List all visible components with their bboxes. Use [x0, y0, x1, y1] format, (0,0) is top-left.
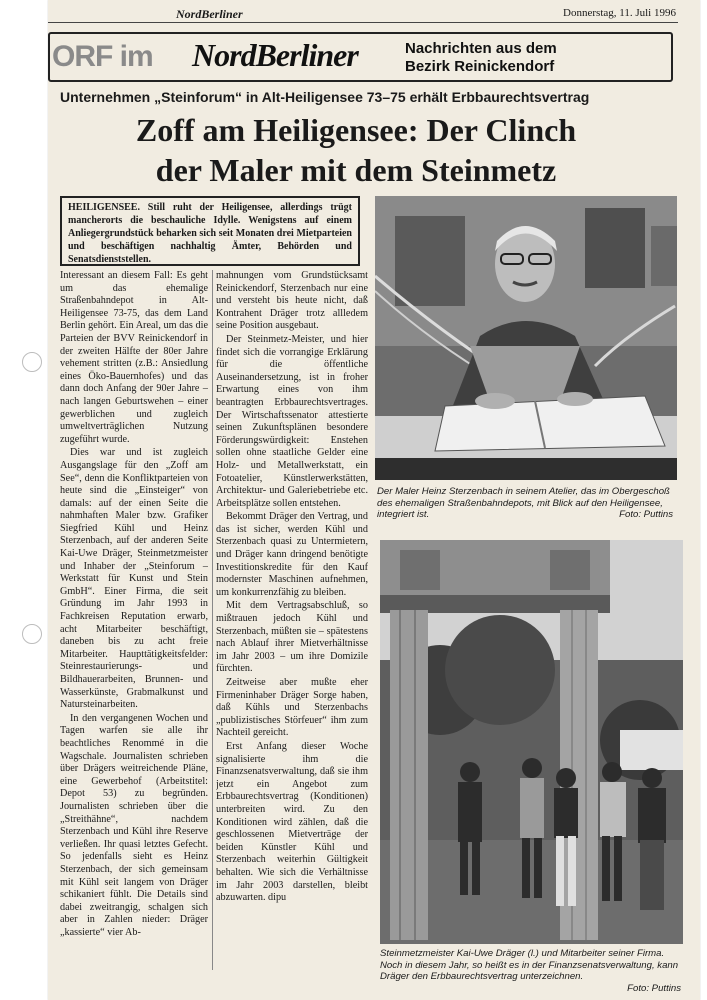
article-kicker: Unternehmen „Steinforum“ in Alt-Heiligensee 73–75 erhält Erbbaurechtsvertrag — [60, 89, 590, 105]
photo1-caption — [377, 486, 677, 521]
article-lead: HEILIGENSEE. Still ruht der Heiligensee, allerdings trügt mancherorts die beschauliche Idylle. Wenigstens auf einem Anliegergrundstück beharken sich seit Monaten drei Mietparteien und beschäftigen nachhaltig Ämter, Behörden und Senatsdienststellen. — [60, 196, 360, 266]
paragraph: Erst Anfang dieser Woche signalisierte ihm die Finanzsenatsverwaltung, daß sie ihm jetzt ein Angebot zum Erbbaurechtsvertrag (Konditionen) unterbreiten wird. Zu den Konditionen wird zählen, daß die geschlossenen Mietverträge der beiden Künstler Kühl und Sterzenbach weiterhin Gültigkeit behalten. Wie sich die Verhältnisse im Jahr 2003 darstellen, bleibt abzuwarten. dipu — [216, 740, 368, 904]
photo2-caption — [380, 948, 683, 994]
headline-line2: der Maler mit dem Steinmetz — [155, 152, 557, 188]
photo-group-image — [380, 540, 683, 944]
photo2-credit: Foto: Puttins — [627, 983, 681, 994]
section-title-line1: Nachrichten aus dem — [405, 40, 557, 57]
section-title — [405, 40, 557, 76]
paragraph: Interessant an diesem Fall: Es geht um das ehemalige Straßenbahndepot in Alt-Heiligensee 73-75, das dem Land Berlin gehört. Ein Areal, um das die Parteien der BVV Reinickendorf in der zweiten Hälfte der 80er Jahre vehement stritten (z.B.: Ansiedlung eines Öko-Bauernhofes) und das dann doch Anfang der 90er Jahre – nach langen Geburtswehen – einer gewerblichen und zugleich umweltverträglichen Nutzung zugeführt wurde. — [60, 270, 208, 445]
district-partial-text: ORF im — [52, 40, 153, 73]
photo1-caption-text: Der Maler Heinz Sterzenbach in seinem Atelier, das im Obergeschoß des ehemaligen Straßenbahndepots, mit Blick auf den Heiligensee, integriert ist. — [377, 486, 670, 520]
article-headline — [56, 110, 656, 190]
paragraph: Der Steinmetz-Meister, und hier findet sich die vorrangige Erklärung für die öffentliche Auseinandersetzung, ist in froher Erwartung eines von ihm beantragten Erbbaurechtsvertrages. Der Wirtschaftssenator attestierte seinen Zukunftsplänen besondere Förderungswürdigkeit: Enstehen sollen ohne staatliche Gelder eine Holz- und Metallwerkstatt, ein Fotoatelier, Künstlerwerkstätten, Architektur- und Galeriebetriebe etc. Arbeitsplätze sollen entstehen. — [216, 333, 368, 509]
article-column-1 — [60, 270, 208, 975]
paragraph: Dies war und ist zugleich Ausgangslage für den „Zoff am See“, denn die Konfliktparteien von heute sind die „Einsteiger“ von damals: auf der einen Seite die nahmhaften Maler bzw. Grafiker Siegfried Kühl und Heinz Sterzenbach, auf der anderen Seite Kai-Uwe Dräger, Steinmetzmeister und Inhaber der „Steinforum – Werkstatt für Kunst und Stein GmbH“. Einer Firma, die seit Gründung im Jahr 1993 in Fachkreisen Reputation erwarb, acht Mitarbeiter beschäftigt, daneben bis zu acht freie Mitarbeiter. Haupttätigkeitsfelder: Steinrestaurierungs- und Bildhauerarbeiten, Brunnen- und Wasserkünste, Grabmalkunst und Natursteinarbeiten. — [60, 447, 208, 711]
photo2-caption-text: Steinmetzmeister Kai-Uwe Dräger (l.) und Mitarbeiter seiner Firma. Noch in diesem Jahr, so heißt es in der Finanzsenatsverwaltung, kann Dräger den Erbbaurechtsvertrag unterzeichnen. — [380, 948, 679, 982]
paragraph: Mit dem Vertragsabschluß, so mißtrauen jedoch Kühl und Sterzenbach, müßten sie – spätestens nach Ablauf ihrer Mietverhältnisse im Jahr 2003 – um ihre Domizile fürchten. — [216, 600, 368, 675]
headline-line1: Zoff am Heiligensee: Der Clinch — [135, 112, 577, 148]
photo1-credit: Foto: Puttins — [619, 509, 673, 520]
punch-hole — [22, 352, 42, 372]
masthead-logo-small: NordBerliner — [176, 7, 243, 21]
paragraph: In den vergangenen Wochen und Tagen warfen sie alle ihr beachtliches Renommé in die Wagschale. Journalisten schrieben über Drägers weitreichende Pläne, eine Gewerbehof (Arbeitstitel: Depot 53) zu begründen. Journalisten schrieben über die „Streithähne“, nachdem Sterzenbach und Kühl ihre Reserve verließen. Ihr quasi letztes Gefecht. So jedenfalls sieht es Heinz Sterzenbach, der sich gemeinsam mit Kühl seit langem von Dräger schikaniert fühlt. Die Details sind dabei zweitrangig, schalgen sich aber in Zahlen nieder: Dräger „kassierte“ vier Ab- — [60, 712, 208, 938]
photo-painter-atelier — [375, 196, 677, 480]
photo-painter-image — [375, 196, 677, 480]
article-column-2 — [216, 270, 368, 975]
issue-date: Donnerstag, 11. Juli 1996 — [563, 7, 676, 19]
section-title-line2: Bezirk Reinickendorf — [405, 58, 555, 75]
punch-hole — [22, 624, 42, 644]
column-divider — [212, 270, 213, 970]
paragraph: Zeitweise aber mußte eher Firmeninhaber Dräger Sorge haben, daß Kühls und Sterzenbachs „publizistisches Störfeuer“ ihm zum Nachteil gereicht. — [216, 677, 368, 739]
masthead-logo-large: NordBerliner — [192, 37, 358, 73]
paragraph: mahnungen vom Grundstücksamt Reinickendorf, Sterzenbach nur eine und versteht bis heute nicht, daß Kontrahent Dräger trotz allledem seine Position ausgebaut. — [216, 270, 368, 332]
paragraph: Bekommt Dräger den Vertrag, und das ist sicher, werden Kühl und Sterzenbach quasi zu Untermietern, und Dräger kann dringend benötigte Investitionskredite für den Kauf modernster Maschinen aufnehmen, um konkurrenzfähig zu bleiben. — [216, 511, 368, 598]
district-banner — [48, 32, 673, 82]
top-line — [48, 4, 678, 23]
photo-stonemason-group — [380, 540, 683, 944]
